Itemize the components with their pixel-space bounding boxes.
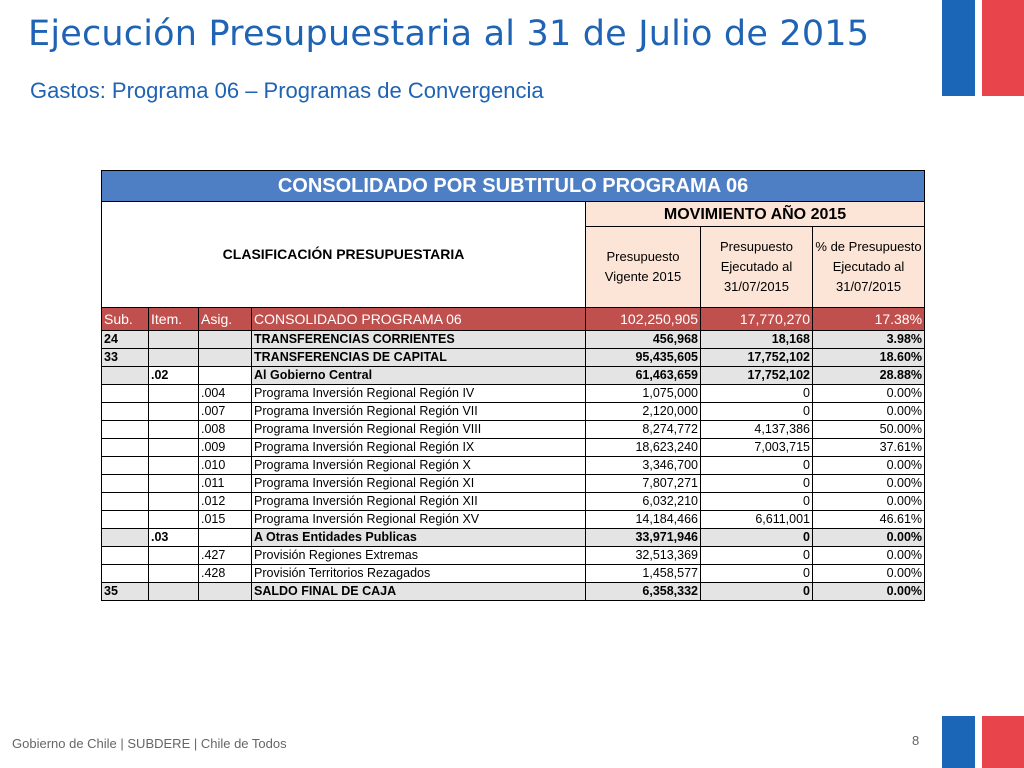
flag-red-band [982, 0, 1024, 96]
table-row [102, 331, 925, 349]
cell-sub [102, 475, 149, 493]
cell-ejecutado: 7,003,715 [701, 439, 813, 457]
cell-asig: .010 [199, 457, 252, 475]
cell-asig: .428 [199, 565, 252, 583]
col-header-asig: Asig. [199, 308, 252, 331]
cell-vigente: 32,513,369 [586, 547, 701, 565]
cell-pct: 0.00% [813, 583, 925, 601]
table-row [102, 421, 925, 439]
cell-asig: .012 [199, 493, 252, 511]
cell-vigente: 456,968 [586, 331, 701, 349]
cell-name: Programa Inversión Regional Región XV [252, 511, 586, 529]
table-row [102, 349, 925, 367]
consolidated-row [102, 308, 925, 331]
cell-asig [199, 331, 252, 349]
cell-item [149, 493, 199, 511]
cell-name: Al Gobierno Central [252, 367, 586, 385]
cell-name: Programa Inversión Regional Región X [252, 457, 586, 475]
cell-sub [102, 403, 149, 421]
cell-vigente: 3,346,700 [586, 457, 701, 475]
cell-name: TRANSFERENCIAS CORRIENTES [252, 331, 586, 349]
cell-item [149, 457, 199, 475]
table-row [102, 565, 925, 583]
cell-ejecutado: 6,611,001 [701, 511, 813, 529]
cell-sub [102, 511, 149, 529]
table-row [102, 457, 925, 475]
cell-ejecutado: 17,752,102 [701, 367, 813, 385]
col-header-item: Item. [149, 308, 199, 331]
cell-item: .02 [149, 367, 199, 385]
cell-item [149, 583, 199, 601]
chile-flag-stripe-bottom [942, 716, 1024, 768]
slide-subtitle: Gastos: Programa 06 – Programas de Convergencia [30, 78, 544, 103]
cell-asig: .009 [199, 439, 252, 457]
cell-ejecutado: 0 [701, 547, 813, 565]
cell-name: TRANSFERENCIAS DE CAPITAL [252, 349, 586, 367]
budget-table [101, 170, 925, 601]
cell-ejecutado: 17,752,102 [701, 349, 813, 367]
cell-pct: 0.00% [813, 493, 925, 511]
cell-sub [102, 547, 149, 565]
cell-pct: 0.00% [813, 457, 925, 475]
consolidated-ejecutado: 17,770,270 [701, 308, 813, 331]
cell-ejecutado: 0 [701, 529, 813, 547]
cell-asig [199, 367, 252, 385]
cell-sub [102, 385, 149, 403]
cell-pct: 0.00% [813, 403, 925, 421]
cell-vigente: 6,032,210 [586, 493, 701, 511]
cell-item [149, 439, 199, 457]
consolidated-pct: 17.38% [813, 308, 925, 331]
cell-sub: 24 [102, 331, 149, 349]
cell-asig [199, 349, 252, 367]
cell-ejecutado: 0 [701, 565, 813, 583]
cell-pct: 0.00% [813, 529, 925, 547]
cell-asig: .008 [199, 421, 252, 439]
cell-sub [102, 529, 149, 547]
cell-name: Programa Inversión Regional Región VIII [252, 421, 586, 439]
cell-ejecutado: 0 [701, 583, 813, 601]
cell-ejecutado: 4,137,386 [701, 421, 813, 439]
cell-asig [199, 529, 252, 547]
footer-text: Gobierno de Chile | SUBDERE | Chile de Todos [12, 736, 287, 751]
cell-sub: 35 [102, 583, 149, 601]
cell-name: Programa Inversión Regional Región XI [252, 475, 586, 493]
cell-sub: 33 [102, 349, 149, 367]
cell-vigente: 2,120,000 [586, 403, 701, 421]
cell-name: A Otras Entidades Publicas [252, 529, 586, 547]
cell-name: Programa Inversión Regional Región IV [252, 385, 586, 403]
table-row [102, 583, 925, 601]
cell-sub [102, 457, 149, 475]
cell-item [149, 331, 199, 349]
cell-asig: .004 [199, 385, 252, 403]
consolidated-name: CONSOLIDADO PROGRAMA 06 [252, 308, 586, 331]
movement-header: MOVIMIENTO AÑO 2015 [586, 202, 925, 227]
flag-blue-band [942, 0, 975, 96]
cell-item [149, 385, 199, 403]
cell-vigente: 1,075,000 [586, 385, 701, 403]
table-title: CONSOLIDADO POR SUBTITULO PROGRAMA 06 [102, 171, 925, 202]
cell-name: Programa Inversión Regional Región VII [252, 403, 586, 421]
cell-vigente: 18,623,240 [586, 439, 701, 457]
cell-item: .03 [149, 529, 199, 547]
cell-pct: 50.00% [813, 421, 925, 439]
cell-pct: 0.00% [813, 565, 925, 583]
cell-name: Provisión Regiones Extremas [252, 547, 586, 565]
flag-red-band [982, 716, 1024, 768]
cell-ejecutado: 18,168 [701, 331, 813, 349]
cell-pct: 28.88% [813, 367, 925, 385]
cell-vigente: 8,274,772 [586, 421, 701, 439]
table-row [102, 511, 925, 529]
chile-flag-stripe-top [942, 0, 1024, 96]
cell-ejecutado: 0 [701, 475, 813, 493]
table-row [102, 529, 925, 547]
cell-pct: 0.00% [813, 385, 925, 403]
table-row [102, 403, 925, 421]
flag-blue-band [942, 716, 975, 768]
cell-name: Programa Inversión Regional Región IX [252, 439, 586, 457]
cell-item [149, 403, 199, 421]
cell-vigente: 33,971,946 [586, 529, 701, 547]
cell-pct: 0.00% [813, 547, 925, 565]
cell-name: SALDO FINAL DE CAJA [252, 583, 586, 601]
consolidated-vigente: 102,250,905 [586, 308, 701, 331]
cell-vigente: 7,807,271 [586, 475, 701, 493]
cell-ejecutado: 0 [701, 457, 813, 475]
cell-pct: 3.98% [813, 331, 925, 349]
cell-asig: .427 [199, 547, 252, 565]
col-header-pct: % de Presupuesto Ejecutado al 31/07/2015 [813, 227, 925, 308]
cell-pct: 0.00% [813, 475, 925, 493]
cell-name: Provisión Territorios Rezagados [252, 565, 586, 583]
table-row [102, 367, 925, 385]
cell-pct: 37.61% [813, 439, 925, 457]
cell-sub [102, 367, 149, 385]
cell-ejecutado: 0 [701, 403, 813, 421]
cell-sub [102, 565, 149, 583]
cell-vigente: 61,463,659 [586, 367, 701, 385]
cell-asig: .007 [199, 403, 252, 421]
cell-ejecutado: 0 [701, 385, 813, 403]
cell-item [149, 511, 199, 529]
cell-asig: .011 [199, 475, 252, 493]
cell-asig: .015 [199, 511, 252, 529]
cell-vigente: 95,435,605 [586, 349, 701, 367]
classification-header: CLASIFICACIÓN PRESUPUESTARIA [102, 202, 586, 308]
cell-sub [102, 421, 149, 439]
col-header-sub: Sub. [102, 308, 149, 331]
cell-item [149, 349, 199, 367]
col-header-vigente: Presupuesto Vigente 2015 [586, 227, 701, 308]
cell-item [149, 547, 199, 565]
cell-item [149, 421, 199, 439]
cell-pct: 46.61% [813, 511, 925, 529]
table-row [102, 547, 925, 565]
col-header-ejecutado: Presupuesto Ejecutado al 31/07/2015 [701, 227, 813, 308]
slide-title: Ejecución Presupuestaria al 31 de Julio de 2015 [28, 14, 870, 54]
table-row [102, 385, 925, 403]
cell-sub [102, 439, 149, 457]
cell-name: Programa Inversión Regional Región XII [252, 493, 586, 511]
cell-asig [199, 583, 252, 601]
cell-ejecutado: 0 [701, 493, 813, 511]
cell-item [149, 565, 199, 583]
table-row [102, 475, 925, 493]
cell-sub [102, 493, 149, 511]
cell-vigente: 14,184,466 [586, 511, 701, 529]
page-number: 8 [912, 733, 920, 748]
table-row [102, 439, 925, 457]
cell-item [149, 475, 199, 493]
cell-pct: 18.60% [813, 349, 925, 367]
cell-vigente: 6,358,332 [586, 583, 701, 601]
table-row [102, 493, 925, 511]
cell-vigente: 1,458,577 [586, 565, 701, 583]
